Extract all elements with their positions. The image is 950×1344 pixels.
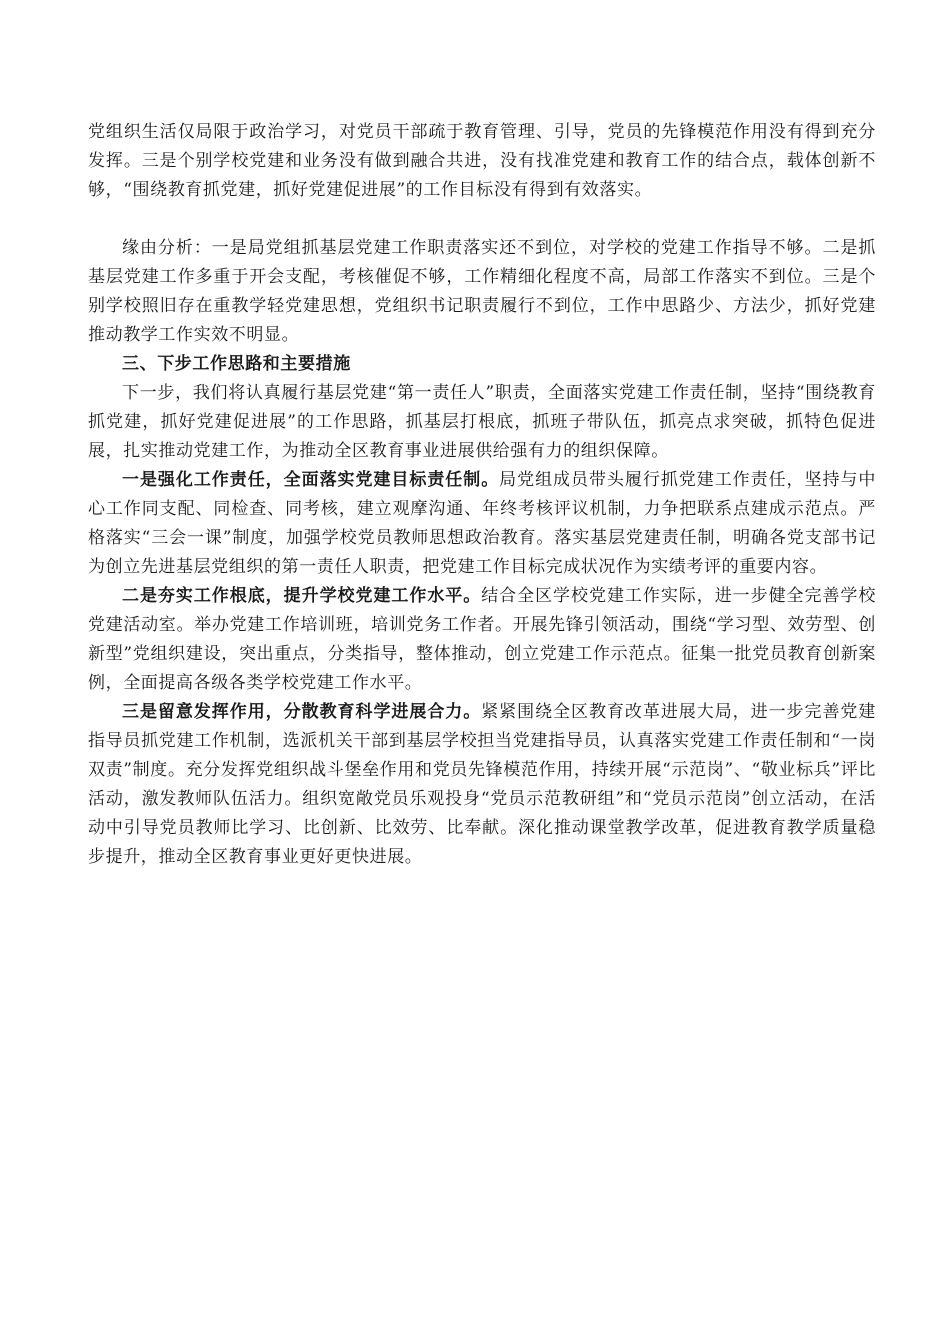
- paragraph-next-steps-intro: 下一步，我们将认真履行基层党建“第一责任人”职责，全面落实党建工作责任制，坚持“围绕教育抓党建，抓好党建促进展”的工作思路，抓基层打根底，抓班子带队伍，抓亮点求突破，抓特色促进展，扎实推动党建工作，为推动全区教育事业进展供给强有力的组织保障。: [88, 383, 876, 461]
- paragraph-problems-continued: 党组织生活仅局限于政治学习，对党员干部疏于教育管理、引导，党员的先锋模范作用没有得到充分发挥。三是个别学校党建和业务没有做到融合共进，没有找准党建和教育工作的结合点，载体创新不够，“围绕教育抓党建，抓好党建促进展”的工作目标没有得到有效落实。: [88, 122, 876, 200]
- paragraph-cause-analysis: 缘由分析：一是局党组抓基层党建工作职责落实还不到位，对学校的党建工作指导不够。二是抓基层党建工作多重于开会支配，考核催促不够，工作精细化程度不高，局部工作落实不到位。三是个别学校照旧存在重教学轻党建思想，党组织书记职责履行不到位，工作中思路少、方法少，抓好党建推动教学工作实效不明显。: [88, 238, 876, 345]
- measure-three-body: 紧紧围绕全区教育改革进展大局，进一步完善党建指导员抓党建工作机制，选派机关干部到基层学校担当党建指导员，认真落实党建工作责任制和“一岗双责”制度。充分发挥党组织战斗堡垒作用和党员先锋模范作用，持续开展“示范岗”、“敬业标兵”评比活动，激发教师队伍活力。组织宽敞党员乐观投身“党员示范教研组”和“党员示范岗”创立活动，在活动中引导党员教师比学习、比创新、比效劳、比奉献。深化推动课堂教学改革，促进教育教学质量稳步提升，推动全区教育事业更好更快进展。: [88, 702, 876, 867]
- section-heading-next-steps: 三、下步工作思路和主要措施: [122, 354, 351, 374]
- measure-two-lead: 二是夯实工作根底，提升学校党建工作水平。: [122, 586, 482, 606]
- paragraph-measure-one: [88, 466, 876, 582]
- paragraph-measure-two: [88, 582, 876, 698]
- measure-one-lead: 一是强化工作责任，全面落实党建目标责任制。: [122, 470, 500, 490]
- measure-two-body: 结合全区学校党建工作实际，进一步健全完善学校党建活动室。举办党建工作培训班，培训党务工作者。开展先锋引领活动，围绕“学习型、效劳型、创新型”党组织建设，突出重点，分类指导，整体推动，创立党建工作示范点。征集一批党员教育创新案例，全面提高各级各类学校党建工作水平。: [88, 586, 876, 693]
- paragraph-measure-three: [88, 698, 876, 872]
- measure-one-body: 局党组成员带头履行抓党建工作责任，坚持与中心工作同支配、同检查、同考核，建立观摩沟通、年终考核评议机制，力争把联系点建成示范点。严格落实“三会一课”制度，加强学校党员教师思想政治教育。落实基层党建责任制，明确各党支部书记为创立先进基层党组织的第一责任人职责，把党建工作目标完成状况作为实绩考评的重要内容。: [88, 470, 876, 577]
- document-body: [88, 118, 876, 872]
- measure-three-lead: 三是留意发挥作用，分散教育科学进展合力。: [122, 702, 482, 722]
